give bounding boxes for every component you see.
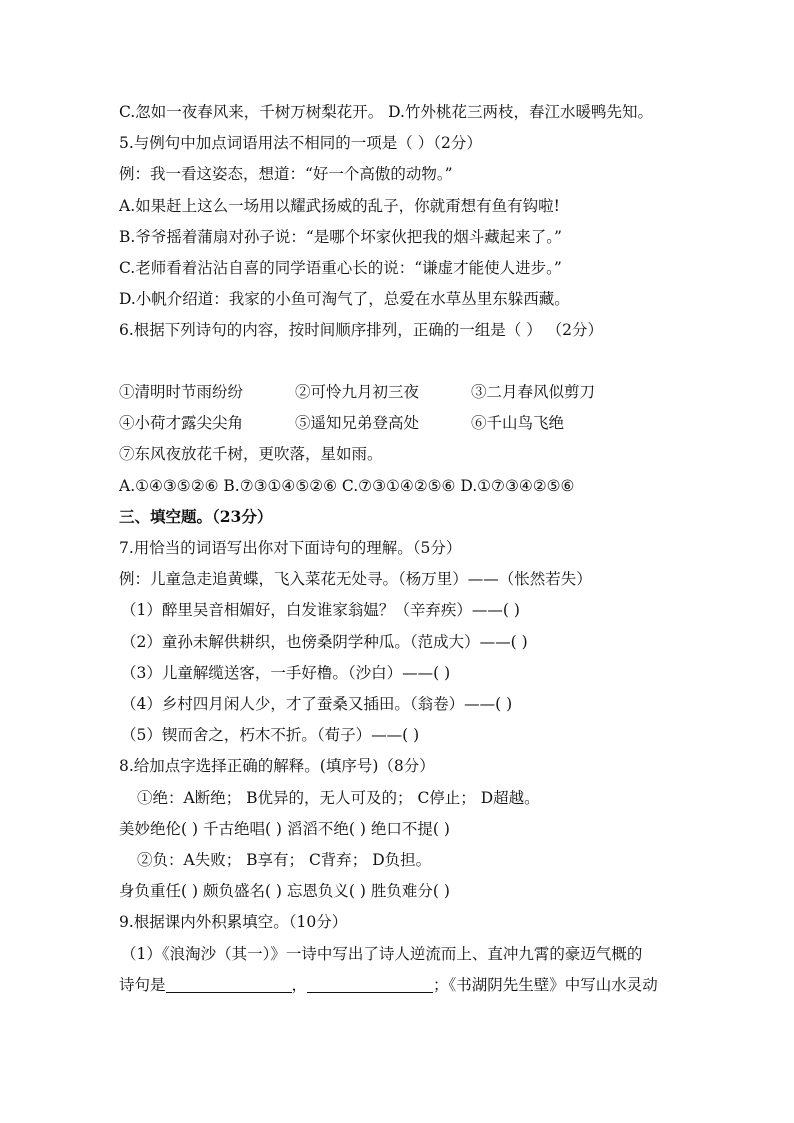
poem-option-2: ②可怜九月初三夜 bbox=[295, 383, 420, 401]
q6-poem-7: ⑦东风夜放花千树，更吹落，星如雨。 bbox=[119, 445, 383, 463]
q5-example: 例：我一看这姿态，想道：“好一个高傲的动物。” bbox=[119, 165, 453, 183]
q7-item-3: （3）儿童解缆送客，一手好橹。（沙白）——( ) bbox=[121, 664, 451, 682]
poem-option-1: ①清明时节雨纷纷 bbox=[119, 383, 244, 401]
q7-item-4: （4）乡村四月闲人少，才了蚕桑又插田。（翁卷）——( ) bbox=[121, 695, 513, 713]
q6-choices: A.①④③⑤②⑥ B.⑦③①④⑤②⑥ C.⑦③①④②⑤⑥ D.①⑦③④②⑤⑥ bbox=[119, 477, 575, 495]
q5-option-d: D.小帆介绍道：我家的小鱼可淘气了，总爱在水草丛里东躲西藏。 bbox=[119, 290, 570, 308]
answer-blank-1[interactable] bbox=[166, 976, 292, 993]
q5-option-a: A.如果赶上这么一场用以耀武扬威的乱子，你就甭想有鱼有钩啦! bbox=[119, 197, 560, 215]
q7-stem: 7.用恰当的词语写出你对下面诗句的理解。（5分） bbox=[119, 539, 462, 557]
q7-example: 例：儿童急走追黄蝶，飞入菜花无处寻。（杨万里）——（怅然若失） bbox=[119, 570, 592, 588]
q9-item-1-cont bbox=[119, 975, 658, 995]
poem-option-5: ⑤遥知兄弟登高处 bbox=[295, 414, 420, 432]
q9-item-1: （1）《浪淘沙（其一）》一诗中写出了诗人逆流而上、直冲九霄的豪迈气概的 bbox=[121, 945, 643, 963]
q8-jue-definitions: ①绝：A断绝； B优异的，无人可及的； C停止； D超越。 bbox=[137, 789, 540, 807]
answer-suffix: ；《书湖阴先生壁》中写山水灵动 bbox=[433, 976, 658, 994]
q8-fu-definitions: ②负：A失败； B享有； C背弃； D负担。 bbox=[137, 851, 432, 869]
q9-stem: 9.根据课内外积累填空。（10分） bbox=[119, 913, 348, 931]
q8-fu-words: 身负重任( ) 颇负盛名( ) 忘恩负义( ) 胜负难分( ) bbox=[119, 882, 450, 900]
section-3-heading: 三、填空题。（23分） bbox=[119, 507, 273, 526]
comma: ， bbox=[291, 976, 308, 994]
answer-prefix: 诗句是 bbox=[119, 976, 166, 994]
q7-item-2: （2）童孙未解供耕织，也傍桑阴学种瓜。（范成大）——( ) bbox=[121, 633, 528, 651]
poem-option-4: ④小荷才露尖尖角 bbox=[119, 414, 244, 432]
q7-item-1: （1）醉里吴音相媚好，白发谁家翁媪？（辛弃疾）——( ) bbox=[121, 601, 520, 619]
q8-stem: 8.给加点字选择正确的解释。(填序号)（8分） bbox=[119, 757, 435, 775]
poem-option-3: ③二月春风似剪刀 bbox=[471, 383, 596, 401]
q5-option-b: B.爷爷摇着蒲扇对孙子说：“是哪个坏家伙把我的烟斗藏起来了。” bbox=[119, 228, 562, 246]
q5-stem: 5.与例句中加点词语用法不相同的一项是（ ）（2分） bbox=[119, 134, 482, 152]
poem-option-6: ⑥千山鸟飞绝 bbox=[471, 414, 565, 432]
q5-option-c: C.老师看着沾沾自喜的同学语重心长的说：“谦虚才能使人进步。” bbox=[119, 259, 562, 277]
q7-item-5: （5）锲而舍之，朽木不折。（荀子）——( ) bbox=[121, 726, 420, 744]
q4-option-cd: C.忽如一夜春风来，千树万树梨花开。 D.竹外桃花三两枝，春江水暖鸭先知。 bbox=[119, 103, 653, 121]
q8-jue-words: 美妙绝伦( ) 千古绝唱( ) 滔滔不绝( ) 绝口不提( ) bbox=[119, 820, 450, 838]
answer-blank-2[interactable] bbox=[307, 976, 433, 993]
q6-stem: 6.根据下列诗句的内容，按时间顺序排列，正确的一组是（ ） （2分） bbox=[119, 321, 604, 339]
